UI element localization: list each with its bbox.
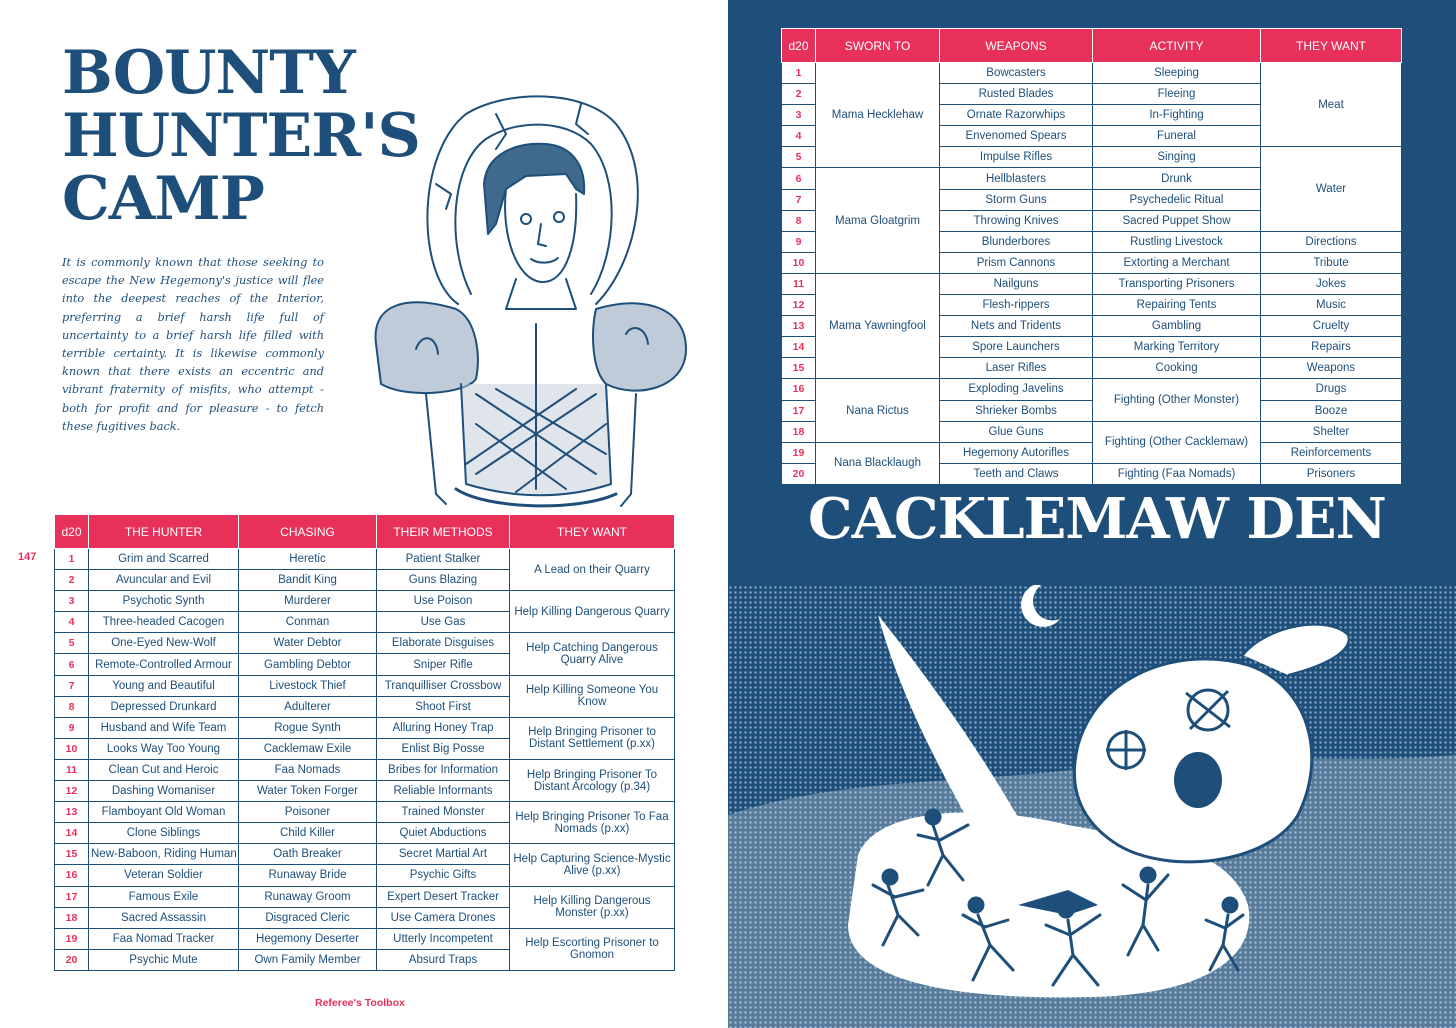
die-roll: 11 xyxy=(782,273,816,294)
methods-cell: Tranquilliser Crossbow xyxy=(377,675,510,696)
die-roll: 1 xyxy=(782,63,816,84)
sworn-to-cell: Mama Gloatgrim xyxy=(816,168,940,273)
die-roll: 9 xyxy=(782,231,816,252)
table-row xyxy=(782,442,1402,463)
die-roll: 13 xyxy=(55,802,89,823)
they-want-cell: Repairs xyxy=(1261,337,1402,358)
title-line: CAMP xyxy=(62,164,264,234)
die-roll: 7 xyxy=(782,189,816,210)
die-roll: 13 xyxy=(782,316,816,337)
weapon-cell: Flesh-rippers xyxy=(940,295,1093,316)
they-want-cell: Help Killing Dangerous Quarry xyxy=(510,591,675,633)
methods-cell: Bribes for Information xyxy=(377,759,510,780)
hunter-cell: Remote-Controlled Armour xyxy=(89,654,239,675)
weapon-cell: Spore Launchers xyxy=(940,337,1093,358)
activity-cell: Psychedelic Ritual xyxy=(1093,189,1261,210)
die-roll: 3 xyxy=(55,591,89,612)
die-roll: 11 xyxy=(55,759,89,780)
die-roll: 16 xyxy=(55,865,89,886)
methods-cell: Use Poison xyxy=(377,591,510,612)
sworn-to-cell: Nana Blacklaugh xyxy=(816,442,940,484)
weapon-cell: Prism Cannons xyxy=(940,252,1093,273)
methods-cell: Quiet Abductions xyxy=(377,823,510,844)
they-want-cell: Directions xyxy=(1261,231,1402,252)
chasing-cell: Oath Breaker xyxy=(239,844,377,865)
right-page xyxy=(728,0,1456,1028)
they-want-cell: Help Killing Someone You Know xyxy=(510,675,675,717)
cacklemaw-illustration xyxy=(728,585,1456,1028)
they-want-cell: Tribute xyxy=(1261,252,1402,273)
activity-cell: Drunk xyxy=(1093,168,1261,189)
weapon-cell: Blunderbores xyxy=(940,231,1093,252)
hunter-cell: Dashing Womaniser xyxy=(89,781,239,802)
die-roll: 15 xyxy=(782,358,816,379)
activity-cell: Transporting Prisoners xyxy=(1093,273,1261,294)
chasing-cell: Runaway Bride xyxy=(239,865,377,886)
weapon-cell: Throwing Knives xyxy=(940,210,1093,231)
die-roll: 19 xyxy=(55,928,89,949)
die-roll: 17 xyxy=(782,400,816,421)
title-line: HUNTER'S xyxy=(62,101,420,171)
methods-cell: Use Gas xyxy=(377,612,510,633)
methods-cell: Trained Monster xyxy=(377,802,510,823)
die-roll: 15 xyxy=(55,844,89,865)
they-want-cell: Help Killing Dangerous Monster (p.xx) xyxy=(510,886,675,928)
they-want-cell: Meat xyxy=(1261,63,1402,147)
header-they-want: THEY WANT xyxy=(510,515,675,549)
they-want-cell: Music xyxy=(1261,295,1402,316)
they-want-cell: Help Capturing Science-Mystic Alive (p.xx) xyxy=(510,844,675,886)
page-number: 147 xyxy=(18,551,37,563)
section-title: CACKLEMAW DEN xyxy=(808,486,1386,552)
header-d20: d20 xyxy=(782,29,816,63)
activity-cell: Sacred Puppet Show xyxy=(1093,210,1261,231)
hunter-cell: Psychic Mute xyxy=(89,949,239,970)
header-their-methods: THEIR METHODS xyxy=(377,515,510,549)
die-roll: 10 xyxy=(782,252,816,273)
die-roll: 14 xyxy=(55,823,89,844)
activity-cell: Fleeing xyxy=(1093,84,1261,105)
activity-cell: Funeral xyxy=(1093,126,1261,147)
header-activity: ACTIVITY xyxy=(1093,29,1261,63)
die-roll: 12 xyxy=(55,781,89,802)
cacklemaw-den-table xyxy=(781,28,1402,485)
chasing-cell: Hegemony Deserter xyxy=(239,928,377,949)
page-footer: Referee's Toolbox xyxy=(315,997,405,1009)
methods-cell: Alluring Honey Trap xyxy=(377,717,510,738)
hunter-cell: New-Baboon, Riding Human xyxy=(89,844,239,865)
die-roll: 5 xyxy=(782,147,816,168)
methods-cell: Secret Martial Art xyxy=(377,844,510,865)
activity-cell: Singing xyxy=(1093,147,1261,168)
methods-cell: Sniper Rifle xyxy=(377,654,510,675)
hunter-cell: Avuncular and Evil xyxy=(89,570,239,591)
hunter-cell: Grim and Scarred xyxy=(89,549,239,570)
weapon-cell: Laser Rifles xyxy=(940,358,1093,379)
weapon-cell: Exploding Javelins xyxy=(940,379,1093,400)
chasing-cell: Rogue Synth xyxy=(239,717,377,738)
die-roll: 8 xyxy=(782,210,816,231)
methods-cell: Patient Stalker xyxy=(377,549,510,570)
die-roll: 6 xyxy=(55,654,89,675)
weapon-cell: Bowcasters xyxy=(940,63,1093,84)
methods-cell: Shoot First xyxy=(377,696,510,717)
die-roll: 20 xyxy=(782,463,816,484)
hunter-cell: Faa Nomad Tracker xyxy=(89,928,239,949)
weapon-cell: Hegemony Autorifles xyxy=(940,442,1093,463)
chasing-cell: Bandit King xyxy=(239,570,377,591)
chasing-cell: Gambling Debtor xyxy=(239,654,377,675)
weapon-cell: Ornate Razorwhips xyxy=(940,105,1093,126)
they-want-cell: Weapons xyxy=(1261,358,1402,379)
die-roll: 2 xyxy=(55,570,89,591)
header-chasing: CHASING xyxy=(239,515,377,549)
methods-cell: Use Camera Drones xyxy=(377,907,510,928)
header-weapons: WEAPONS xyxy=(940,29,1093,63)
they-want-cell: Jokes xyxy=(1261,273,1402,294)
table-row xyxy=(782,379,1402,400)
they-want-cell: Reinforcements xyxy=(1261,442,1402,463)
activity-cell: Fighting (Other Monster) xyxy=(1093,379,1261,421)
activity-cell: Repairing Tents xyxy=(1093,295,1261,316)
activity-cell: Cooking xyxy=(1093,358,1261,379)
they-want-cell: Cruelty xyxy=(1261,316,1402,337)
hunter-cell: Clone Siblings xyxy=(89,823,239,844)
chasing-cell: Heretic xyxy=(239,549,377,570)
sworn-to-cell: Nana Rictus xyxy=(816,379,940,442)
weapon-cell: Teeth and Claws xyxy=(940,463,1093,484)
hunter-cell: Psychotic Synth xyxy=(89,591,239,612)
chasing-cell: Runaway Groom xyxy=(239,886,377,907)
die-roll: 14 xyxy=(782,337,816,358)
die-roll: 4 xyxy=(782,126,816,147)
die-roll: 6 xyxy=(782,168,816,189)
chasing-cell: Own Family Member xyxy=(239,949,377,970)
header-the-hunter: THE HUNTER xyxy=(89,515,239,549)
chasing-cell: Water Debtor xyxy=(239,633,377,654)
die-roll: 18 xyxy=(55,907,89,928)
chasing-cell: Water Token Forger xyxy=(239,781,377,802)
they-want-cell: Help Bringing Prisoner To Distant Arcology (p.34) xyxy=(510,759,675,801)
die-roll: 10 xyxy=(55,738,89,759)
table-row xyxy=(55,802,675,823)
methods-cell: Guns Blazing xyxy=(377,570,510,591)
they-want-cell: Help Catching Dangerous Quarry Alive xyxy=(510,633,675,675)
they-want-cell: Help Bringing Prisoner to Distant Settlement (p.xx) xyxy=(510,717,675,759)
bounty-hunter-table xyxy=(54,514,675,971)
hunter-cell: Famous Exile xyxy=(89,886,239,907)
die-roll: 5 xyxy=(55,633,89,654)
die-roll: 8 xyxy=(55,696,89,717)
methods-cell: Absurd Traps xyxy=(377,949,510,970)
activity-cell: Gambling xyxy=(1093,316,1261,337)
they-want-cell: Drugs xyxy=(1261,379,1402,400)
header-they-want: THEY WANT xyxy=(1261,29,1402,63)
methods-cell: Enlist Big Posse xyxy=(377,738,510,759)
hunter-cell: Three-headed Cacogen xyxy=(89,612,239,633)
chasing-cell: Child Killer xyxy=(239,823,377,844)
table-row xyxy=(55,549,675,570)
hunter-cell: One-Eyed New-Wolf xyxy=(89,633,239,654)
hunter-cell: Looks Way Too Young xyxy=(89,738,239,759)
chasing-cell: Poisoner xyxy=(239,802,377,823)
sworn-to-cell: Mama Yawningfool xyxy=(816,273,940,378)
die-roll: 20 xyxy=(55,949,89,970)
die-roll: 18 xyxy=(782,421,816,442)
methods-cell: Elaborate Disguises xyxy=(377,633,510,654)
weapon-cell: Impulse Rifles xyxy=(940,147,1093,168)
methods-cell: Psychic Gifts xyxy=(377,865,510,886)
die-roll: 19 xyxy=(782,442,816,463)
hunter-cell: Sacred Assassin xyxy=(89,907,239,928)
activity-cell: Fighting (Other Cacklemaw) xyxy=(1093,421,1261,463)
weapon-cell: Nets and Tridents xyxy=(940,316,1093,337)
table-row xyxy=(55,717,675,738)
header-d20: d20 xyxy=(55,515,89,549)
activity-cell: Sleeping xyxy=(1093,63,1261,84)
table-row xyxy=(55,759,675,780)
chasing-cell: Murderer xyxy=(239,591,377,612)
die-roll: 1 xyxy=(55,549,89,570)
hunter-cell: Clean Cut and Heroic xyxy=(89,759,239,780)
weapon-cell: Envenomed Spears xyxy=(940,126,1093,147)
table-row xyxy=(55,928,675,949)
weapon-cell: Glue Guns xyxy=(940,421,1093,442)
chasing-cell: Conman xyxy=(239,612,377,633)
they-want-cell: Prisoners xyxy=(1261,463,1402,484)
table-row xyxy=(55,844,675,865)
die-roll: 4 xyxy=(55,612,89,633)
they-want-cell: Booze xyxy=(1261,400,1402,421)
weapon-cell: Storm Guns xyxy=(940,189,1093,210)
title-line: BOUNTY xyxy=(62,38,355,108)
hunter-cell: Husband and Wife Team xyxy=(89,717,239,738)
die-roll: 9 xyxy=(55,717,89,738)
activity-cell: Fighting (Faa Nomads) xyxy=(1093,463,1261,484)
they-want-cell: Help Bringing Prisoner To Faa Nomads (p.xx) xyxy=(510,802,675,844)
methods-cell: Expert Desert Tracker xyxy=(377,886,510,907)
header-sworn-to: SWORN TO xyxy=(816,29,940,63)
activity-cell: In-Fighting xyxy=(1093,105,1261,126)
they-want-cell: Water xyxy=(1261,147,1402,231)
bounty-hunter-illustration xyxy=(366,94,696,514)
weapon-cell: Shrieker Bombs xyxy=(940,400,1093,421)
hunter-cell: Flamboyant Old Woman xyxy=(89,802,239,823)
they-want-cell: Help Escorting Prisoner to Gnomon xyxy=(510,928,675,970)
die-roll: 17 xyxy=(55,886,89,907)
die-roll: 16 xyxy=(782,379,816,400)
table-row xyxy=(55,886,675,907)
table-row xyxy=(55,591,675,612)
methods-cell: Utterly Incompetent xyxy=(377,928,510,949)
weapon-cell: Rusted Blades xyxy=(940,84,1093,105)
die-roll: 12 xyxy=(782,295,816,316)
chasing-cell: Livestock Thief xyxy=(239,675,377,696)
die-roll: 7 xyxy=(55,675,89,696)
chasing-cell: Disgraced Cleric xyxy=(239,907,377,928)
activity-cell: Marking Territory xyxy=(1093,337,1261,358)
activity-cell: Extorting a Merchant xyxy=(1093,252,1261,273)
table-row xyxy=(782,63,1402,84)
sworn-to-cell: Mama Hecklehaw xyxy=(816,63,940,168)
they-want-cell: A Lead on their Quarry xyxy=(510,549,675,591)
die-roll: 3 xyxy=(782,105,816,126)
they-want-cell: Shelter xyxy=(1261,421,1402,442)
table-row xyxy=(55,633,675,654)
weapon-cell: Nailguns xyxy=(940,273,1093,294)
chasing-cell: Adulterer xyxy=(239,696,377,717)
table-row xyxy=(55,675,675,696)
die-roll: 2 xyxy=(782,84,816,105)
activity-cell: Rustling Livestock xyxy=(1093,231,1261,252)
chasing-cell: Faa Nomads xyxy=(239,759,377,780)
hunter-cell: Depressed Drunkard xyxy=(89,696,239,717)
table-row xyxy=(782,273,1402,294)
intro-paragraph: It is commonly known that those seeking to escape the New Hegemony's justice will flee into the deepest reaches of the Interior, preferring a brief harsh life full of uncertainty to a brief harsh life filled with terrible certainty. It is likewise commonly known that there exists an eccentric and vibrant fraternity of misfits, who attempt - both for profit and for pleasure - to fetch these fugitives back. xyxy=(62,256,324,433)
hunter-cell: Young and Beautiful xyxy=(89,675,239,696)
chasing-cell: Cacklemaw Exile xyxy=(239,738,377,759)
methods-cell: Reliable Informants xyxy=(377,781,510,802)
hunter-cell: Veteran Soldier xyxy=(89,865,239,886)
weapon-cell: Hellblasters xyxy=(940,168,1093,189)
